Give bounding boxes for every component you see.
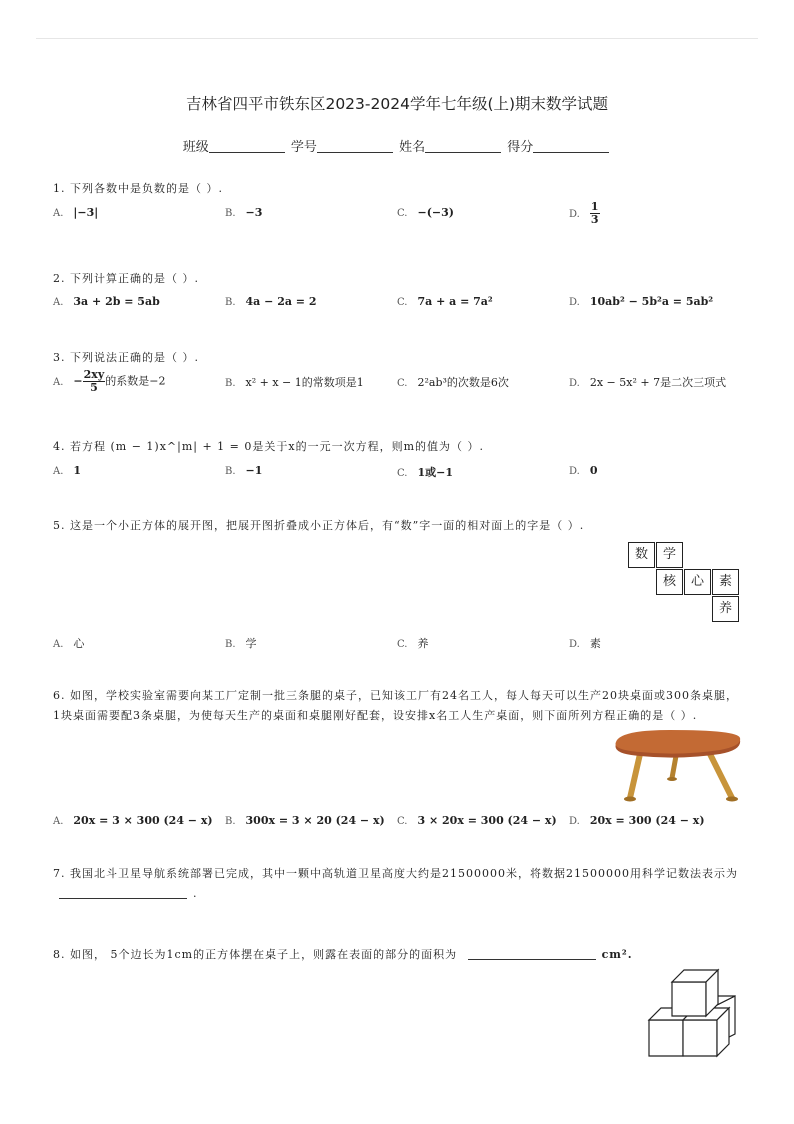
question-1-stem: 1. 下列各数中是负数的是（ ）. [53,182,223,195]
option-label: D. [569,208,580,220]
question-8 [53,946,633,962]
option-text: 4a − 2a = 2 [245,295,317,308]
option-a[interactable] [53,814,213,827]
option-d[interactable] [569,295,713,308]
page-top-rule [36,38,758,39]
option-b[interactable] [225,814,385,827]
question-7-stem: 7. 我国北斗卫星导航系统部署已完成，其中一颗中高轨道卫星高度大约是21500000米，将数据21500000用科学记数法表示为 [53,867,738,880]
net-face: 养 [712,596,739,622]
fraction-numerator: 1 [590,200,599,213]
option-c[interactable] [397,635,428,651]
option-text: 1或−1 [417,466,454,479]
option-a[interactable] [53,464,81,477]
option-text: 的系数是−2 [105,374,166,388]
option-b[interactable] [225,295,317,308]
fraction-numerator: 2xy [83,368,105,381]
question-2-stem: 2. 下列计算正确的是（ ）. [53,272,199,285]
option-text: 20x = 3 × 300 (24 − x) [73,814,213,827]
option-label: B. [225,816,236,827]
page-title: 吉林省四平市铁东区2023-2024学年七年级(上)期末数学试题 [185,95,609,113]
option-b[interactable] [225,206,262,219]
option-text: 养 [417,637,429,650]
option-label: C. [397,297,408,308]
option-d[interactable] [569,635,601,651]
option-label: A. [53,816,64,827]
option-label: D. [569,378,580,389]
table-illustration [610,728,744,804]
id-label: 学号 [290,140,317,155]
option-text: −(−3) [417,206,454,219]
option-label: D. [569,466,580,477]
net-face: 素 [712,569,739,595]
option-text: −1 [245,464,263,477]
option-text: 20x = 300 (24 − x) [589,814,705,827]
option-text: x² + x − 1的常数项是1 [245,376,364,389]
option-text: 0 [589,464,598,477]
option-a[interactable] [53,206,98,219]
question-5-stem: 5. 这是一个小正方体的展开图，把展开图折叠成小正方体后，有“数”字一面的相对面上的字是（ ）. [53,519,585,532]
student-info-line [0,136,794,155]
option-d[interactable] [569,464,598,477]
fraction [83,369,106,394]
option-text: 1 [73,464,82,477]
option-label: A. [53,466,64,477]
option-d[interactable] [569,814,705,827]
question-8-tail: cm². [601,948,633,961]
option-label: D. [569,816,580,827]
net-face: 学 [656,542,683,568]
fraction-denominator: 5 [90,381,98,394]
option-label: A. [53,639,64,650]
cubes-figure [645,966,745,1058]
score-label: 得分 [507,140,534,155]
minus-sign: − [73,374,83,388]
option-text: |−3| [73,206,99,219]
option-label: C. [397,816,408,827]
option-d[interactable] [569,201,600,226]
question-7-tail: . [193,887,198,900]
question-3-stem: 3. 下列说法正确的是（ ）. [53,351,199,364]
question-7 [53,864,743,904]
option-label: B. [225,466,236,477]
option-label: C. [397,468,408,479]
option-label: B. [225,208,236,219]
option-text: 300x = 3 × 20 (24 − x) [245,814,385,827]
option-text: 心 [73,637,85,650]
option-a[interactable] [53,369,165,394]
option-label: B. [225,639,236,650]
class-blank[interactable] [209,139,285,153]
option-label: A. [53,376,64,388]
option-text: 7a + a = 7a² [417,295,493,308]
option-a[interactable] [53,635,84,651]
option-c[interactable] [397,814,557,827]
name-blank[interactable] [425,139,501,153]
option-label: A. [53,208,64,219]
option-text: 10ab² − 5b²a = 5ab² [589,295,714,308]
option-label: C. [397,208,408,219]
option-text: −3 [245,206,263,219]
option-label: D. [569,639,580,650]
option-c[interactable] [397,295,493,308]
option-text: 学 [245,637,257,650]
option-a[interactable] [53,295,160,308]
option-c[interactable] [397,206,454,219]
option-b[interactable] [225,464,262,477]
option-text: 2²ab³的次数是6次 [417,376,509,389]
option-label: B. [225,297,236,308]
question-4-stem: 4. 若方程 (m − 1)x^|m| + 1 = 0是关于x的一元一次方程，则m的值为（ ）. [53,440,485,453]
answer-blank[interactable] [468,947,596,960]
class-label: 班级 [182,140,209,155]
option-text: 素 [589,637,601,650]
score-blank[interactable] [533,139,609,153]
fraction [590,201,600,226]
answer-blank[interactable] [59,886,187,899]
option-b[interactable] [225,635,257,651]
option-label: B. [225,378,236,389]
option-text: 3a + 2b = 5ab [73,295,160,308]
option-label: D. [569,297,580,308]
option-label: A. [53,297,64,308]
option-c[interactable] [397,374,509,390]
option-c[interactable] [397,464,453,480]
option-text: 3 × 20x = 300 (24 − x) [417,814,557,827]
net-face: 数 [628,542,655,568]
option-label: C. [397,639,408,650]
option-d[interactable] [569,374,726,390]
option-text: 2x − 5x² + 7是二次三项式 [589,376,727,389]
net-face: 核 [656,569,683,595]
id-blank[interactable] [317,139,393,153]
question-8-stem: 8. 如图， 5个边长为1cm的正方体摆在桌子上，则露在表面的部分的面积为 [53,948,458,961]
fraction-denominator: 3 [590,213,599,226]
name-label: 姓名 [399,140,426,155]
option-b[interactable] [225,374,364,390]
question-6-stem: 6. 如图，学校实验室需要向某工厂定制一批三条腿的桌子，已知该工厂有24名工人，每人每天可以生产20块桌面或300条桌腿，1块桌面需要配3条桌腿，为使每天生产的桌面和桌腿刚好配套，设安排x名工人生产桌面，则下面所列方程正确的是（ ）. [53,689,738,722]
net-face: 心 [684,569,711,595]
option-label: C. [397,378,408,389]
